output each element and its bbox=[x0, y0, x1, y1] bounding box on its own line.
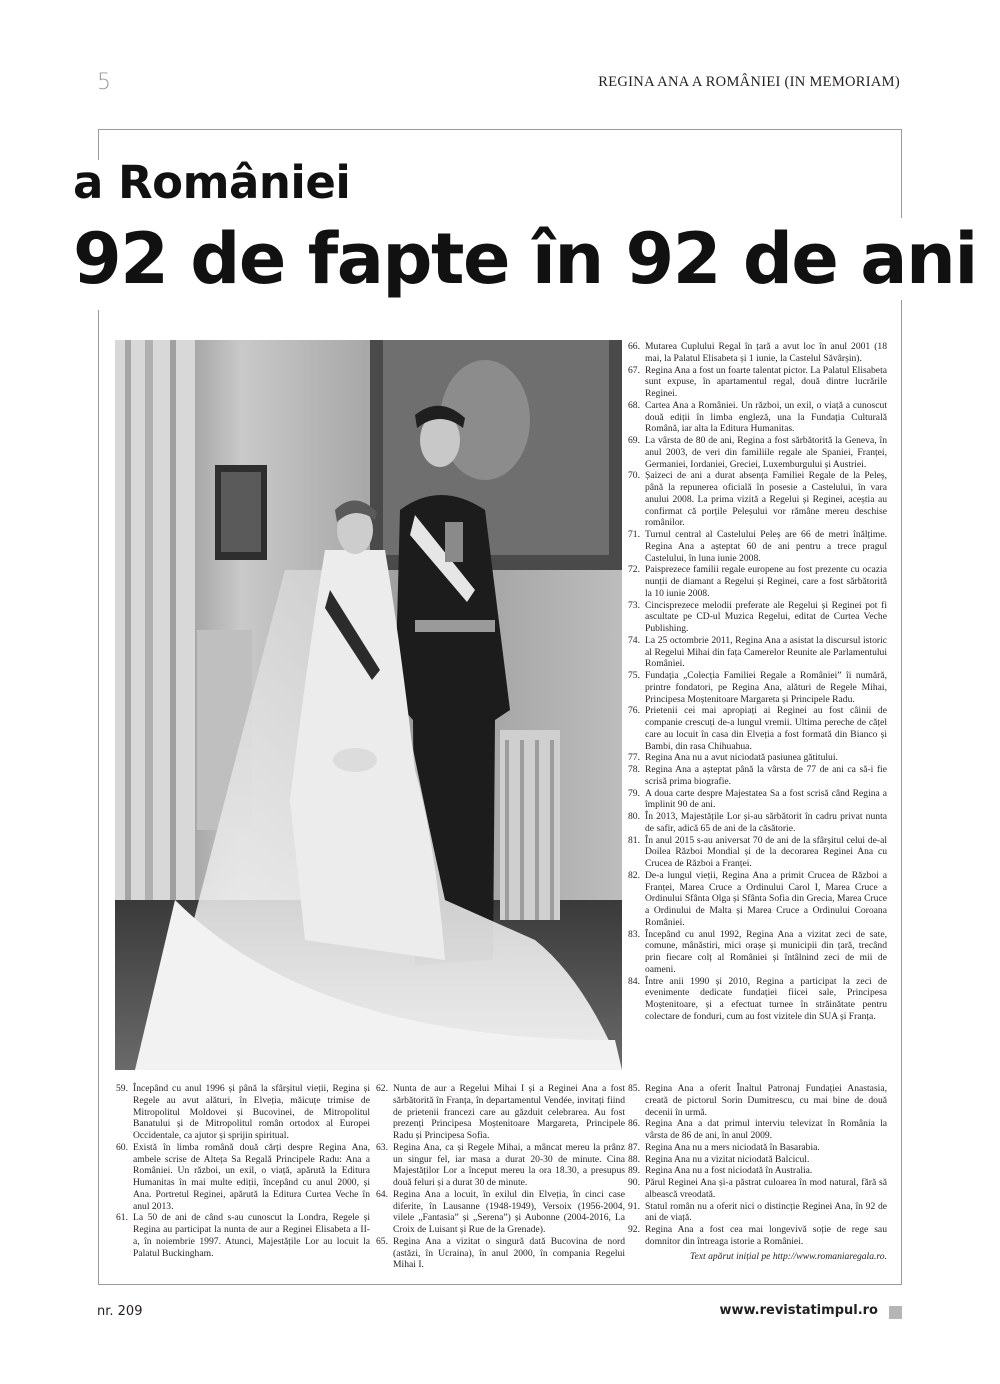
fact-item bbox=[625, 870, 887, 929]
fact-text: Între anii 1990 și 2010, Regina a participat la zeci de evenimente dedicate fundației fiicei sale, Principesa Moștenitoare, și a efectuat turnee în străinătate pentru colectare de fonduri, cum au fost vizitele din SUA și Franța. bbox=[645, 975, 887, 1022]
fact-text: Șaizeci de ani a durat absența Familiei Regale de la Peleș, până la repunerea oficială în posesie a Castelului, în vara anului 2008. La prima vizită a Regelui și Reginei, aceștia au confirmat că porțile Peleșului vor rămâne mereu deschise românilor. bbox=[645, 470, 887, 529]
fact-item bbox=[625, 1201, 887, 1225]
fact-item bbox=[625, 835, 887, 870]
fact-text: La 25 octombrie 2011, Regina Ana a asistat la discursul istoric al Regelui Mihai din fața Camerelor Reunite ale Parlamentului României. bbox=[645, 634, 887, 670]
fact-number: 82. bbox=[628, 869, 640, 881]
fact-number: 91. bbox=[628, 1200, 640, 1212]
fact-number: 88. bbox=[628, 1153, 640, 1165]
fact-text: În 2013, Majestățile Lor și-au sărbătorit în cadru privat nunta de safir, adică 65 de ani de la căsătorie. bbox=[645, 811, 887, 834]
fact-text: Începând cu anul 1992, Regina Ana a vizitat zeci de sate, comune, mânăstiri, mici orașe și municipii din țară, trecând prin fiecare colț al României și întâlnind zeci de mii de oameni. bbox=[645, 928, 887, 975]
fact-item bbox=[373, 1142, 625, 1189]
fact-text: Părul Reginei Ana și-a păstrat culoarea în mod natural, fără să albească vreodată. bbox=[645, 1177, 887, 1200]
fact-item bbox=[625, 788, 887, 812]
fact-item bbox=[625, 1118, 887, 1142]
fact-item bbox=[113, 1083, 370, 1142]
fact-text: Există în limba română două cărți despre Regina Ana, ambele scrise de Alteța Sa Regală Principele Radu: Ana a României. Un război, un exil, o viață, apărută la Editura Humanitas în mai multe ediții, începând cu anul 2000, și Ana. Portretul Reginei, apărută la Editura Curtea Veche în anul 2013. bbox=[133, 1141, 370, 1212]
fact-text: Cincisprezece melodii preferate ale Regelui și Reginei pot fi ascultate pe CD-ul Muzica Regelui, editat de Curtea Veche Publishing. bbox=[645, 599, 887, 634]
fact-item bbox=[625, 529, 887, 564]
fact-number: 68. bbox=[628, 399, 640, 411]
fact-item bbox=[373, 1189, 625, 1236]
fact-item bbox=[625, 1224, 887, 1248]
fact-item bbox=[625, 976, 887, 1023]
facts-list-bottom-3 bbox=[625, 1083, 887, 1248]
fact-text: Mutarea Cuplului Regal în țară a avut loc în anul 2001 (18 mai, la Palatul Elisabeta și 1 iunie, la Castelul Săvârșin). bbox=[645, 341, 887, 364]
fact-text: Regina Ana a fost cea mai longevivă soție de rege sau domnitor din întreaga istorie a României. bbox=[645, 1224, 887, 1247]
fact-number: 86. bbox=[628, 1118, 640, 1130]
facts-column-bottom-3 bbox=[625, 1083, 887, 1262]
fact-item bbox=[625, 1165, 887, 1177]
fact-item bbox=[625, 929, 887, 976]
fact-number: 74. bbox=[628, 634, 640, 646]
fact-number: 70. bbox=[628, 470, 640, 482]
facts-column-right bbox=[625, 341, 887, 1023]
fact-number: 77. bbox=[628, 752, 640, 764]
fact-number: 69. bbox=[628, 435, 640, 446]
fact-item bbox=[625, 705, 887, 752]
fact-number: 64. bbox=[376, 1188, 388, 1200]
fact-text: Fundația „Colecția Familiei Regale a României” îi numără, printre fondatori, pe Regina Ana, alături de Regele Mihai, Principesa Moștenitoare Margareta și Principele Radu. bbox=[645, 670, 887, 705]
website-link[interactable]: www.revistatimpul.ro bbox=[719, 1303, 878, 1318]
fact-number: 67. bbox=[628, 364, 640, 376]
fact-number: 89. bbox=[628, 1165, 640, 1177]
fact-text: Regina Ana a locuit, în exilul din Elveția, în cinci case diferite, în Lausanne (1948-1949), Versoix (1956-2004, vilele „Fantasia” și „Serena”) și Aubonne (2004-2016, La Croix de Luisant și Rue de la Grenade). bbox=[393, 1188, 625, 1235]
fact-number: 79. bbox=[628, 787, 640, 799]
fact-text: Regina Ana nu a mers niciodată în Basarabia. bbox=[645, 1141, 820, 1153]
facts-column-bottom-1 bbox=[113, 1083, 370, 1259]
fact-item bbox=[625, 811, 887, 835]
fact-number: 90. bbox=[628, 1177, 640, 1188]
fact-text: Regina Ana a dat primul interviu televizat în România la vârsta de 86 de ani, în anul 2009. bbox=[645, 1118, 887, 1141]
fact-item bbox=[373, 1083, 625, 1142]
fact-number: 85. bbox=[628, 1083, 640, 1094]
fact-text: Regina Ana, ca și Regele Mihai, a mâncat mereu la prânz un singur fel, iar masa a durat 20-30 de minute. Cina Majestăților Lor a început mereu la ora 18.30, a presupus două feluri și a durat 30 de minute. bbox=[393, 1141, 625, 1188]
fact-number: 78. bbox=[628, 764, 640, 775]
fact-text: Regina Ana nu a avut niciodată pasiunea gătitului. bbox=[645, 752, 838, 764]
fact-number: 80. bbox=[628, 811, 640, 822]
fact-number: 66. bbox=[628, 341, 640, 352]
fact-item bbox=[625, 1083, 887, 1118]
fact-number: 61. bbox=[116, 1212, 128, 1224]
footer-square bbox=[889, 1306, 902, 1319]
fact-text: Regina Ana nu a fost niciodată în Australia. bbox=[645, 1165, 813, 1177]
fact-number: 65. bbox=[376, 1235, 388, 1247]
fact-text: Regina Ana a oferit Înaltul Patronaj Fundației Anastasia, creată de pictorul Sorin Dumitrescu, cu mai bine de două decenii în urmă. bbox=[645, 1083, 887, 1118]
fact-number: 92. bbox=[628, 1224, 640, 1235]
fact-number: 63. bbox=[376, 1141, 388, 1153]
fact-text: În anul 2015 s-au aniversat 70 de ani de la sfârșitul celui de-al Doilea Război Mondial și de la decorarea Reginei Ana cu Crucea de Război a Franței. bbox=[645, 834, 887, 869]
fact-item bbox=[625, 365, 887, 400]
headline-top: a României bbox=[73, 156, 351, 209]
source-note: Text apărut inițial pe http://www.romaniaregala.ro. bbox=[690, 1250, 887, 1262]
fact-text: La 50 de ani de când s-au cunoscut la Londra, Regele și Regina au participat la nunta de aur a Reginei Elisabeta a II-a, în noiembrie 1997. Atunci, Majestățile Lor au locuit la Palatul Buckingham. bbox=[133, 1212, 370, 1259]
fact-item bbox=[625, 635, 887, 670]
fact-text: Turnul central al Castelului Peleș are 66 de metri înălțime. Regina Ana a așteptat 60 de ani pentru a trece pragul Castelului, în luna iunie 2008. bbox=[645, 529, 887, 564]
fact-item bbox=[373, 1236, 625, 1271]
fact-text: Cartea Ana a României. Un război, un exil, o viață a cunoscut două ediții în limba engleză, una la Fundația Culturală Română, iar alta la Editura Humanitas. bbox=[645, 399, 887, 435]
fact-number: 87. bbox=[628, 1141, 640, 1153]
fact-item bbox=[625, 764, 887, 788]
fact-number: 75. bbox=[628, 670, 640, 681]
fact-item bbox=[625, 670, 887, 705]
fact-item bbox=[625, 564, 887, 599]
fact-number: 62. bbox=[376, 1083, 388, 1094]
royal-wedding-photo bbox=[115, 340, 622, 1070]
fact-item bbox=[625, 470, 887, 529]
fact-item bbox=[625, 1177, 887, 1201]
fact-number: 60. bbox=[116, 1141, 128, 1153]
fact-text: Regina Ana a vizitat o singură dată Bucovina de nord (astăzi, în Ucraina), în anul 2000, în compania Regelui Mihai I. bbox=[393, 1235, 625, 1271]
fact-text: Regina Ana a fost un foarte talentat pictor. La Palatul Elisabeta sunt expuse, în apartamentul regal, două dintre lucrările Reginei. bbox=[645, 364, 887, 399]
fact-text: De-a lungul vieții, Regina Ana a primit Crucea de Război a Franței, Marea Cruce a Ordinului Carol I, Marea Cruce a Ordinului Sfânta Olga și Sfânta Sofia din Grecia, Marea Cruce a Ordinului de Malta și Marea Cruce a Ordinului Coroana României. bbox=[645, 869, 887, 928]
fact-text: Regina Ana a așteptat până la vârsta de 77 de ani ca să-i fie scrisă prima biografie. bbox=[645, 764, 887, 787]
photo-illustration bbox=[115, 340, 622, 1070]
fact-item bbox=[625, 1142, 887, 1154]
fact-item bbox=[625, 600, 887, 635]
fact-text: Statul român nu a oferit nici o distincție Reginei Ana, în 92 de ani de viață. bbox=[645, 1200, 887, 1224]
fact-number: 73. bbox=[628, 599, 640, 611]
fact-number: 83. bbox=[628, 928, 640, 940]
issue-number: nr. 209 bbox=[97, 1304, 143, 1319]
fact-number: 81. bbox=[628, 834, 640, 846]
fact-text: Paisprezece familii regale europene au fost prezente cu ocazia nunții de diamant a Regelui și Reginei, care a fost sărbătorită la 10 iunie 2008. bbox=[645, 564, 887, 599]
fact-item bbox=[113, 1212, 370, 1259]
fact-text: La vârsta de 80 de ani, Regina a fost sărbătorită la Geneva, în anul 2003, de veri din familiile regale ale Spaniei, Franței, Germaniei, Iordaniei, Greciei, Luxemburgului și Austriei. bbox=[645, 435, 887, 470]
fact-text: Prietenii cei mai apropiați ai Reginei au fost câinii de companie crescuți de-a lungul vremii. Ultima pereche de cățel care au locuit în casa din Elveția a fost formată din Bianco și Bambi, din rasa Chihuahua. bbox=[645, 705, 887, 752]
fact-text: Regina Ana nu a vizitat niciodată Balcicul. bbox=[645, 1153, 810, 1165]
fact-number: 59. bbox=[116, 1083, 128, 1094]
headline-main: 92 de fapte în 92 de ani bbox=[73, 218, 987, 300]
fact-item bbox=[625, 341, 887, 365]
facts-column-bottom-2 bbox=[373, 1083, 625, 1271]
fact-number: 72. bbox=[628, 564, 640, 576]
fact-text: Nunta de aur a Regelui Mihai I și a Reginei Ana a fost sărbătorită în Franța, în departamentul Vendée, invitați fiind de prietenii francezi care au găzduit celebrarea. Au fost prezenți Principesa Moștenitoare Margareta, Principele Radu și Principesa Sofia. bbox=[393, 1083, 625, 1141]
running-title: REGINA ANA A ROMÂNIEI (IN MEMORIAM) bbox=[598, 74, 900, 90]
fact-text: A doua carte despre Majestatea Sa a fost scrisă când Regina a împlinit 90 de ani. bbox=[645, 787, 887, 811]
fact-item bbox=[625, 1154, 887, 1166]
fact-item bbox=[625, 400, 887, 435]
page-number: 5 bbox=[97, 70, 111, 95]
fact-item bbox=[113, 1142, 370, 1213]
fact-number: 84. bbox=[628, 975, 640, 987]
fact-item bbox=[625, 752, 887, 764]
fact-item bbox=[625, 435, 887, 470]
fact-number: 71. bbox=[628, 529, 640, 540]
fact-number: 76. bbox=[628, 705, 640, 717]
fact-text: Începând cu anul 1996 și până la sfârșitul vieții, Regina și Regele au avut alături, în Elveția, măicuțe trimise de Mitropolitul Moldovei și Bucovinei, de Mitropolitul Banatului și de Mitropolitul român ortodox al Europei Occidentale, ca ajutor și sprijin spiritual. bbox=[133, 1083, 370, 1141]
